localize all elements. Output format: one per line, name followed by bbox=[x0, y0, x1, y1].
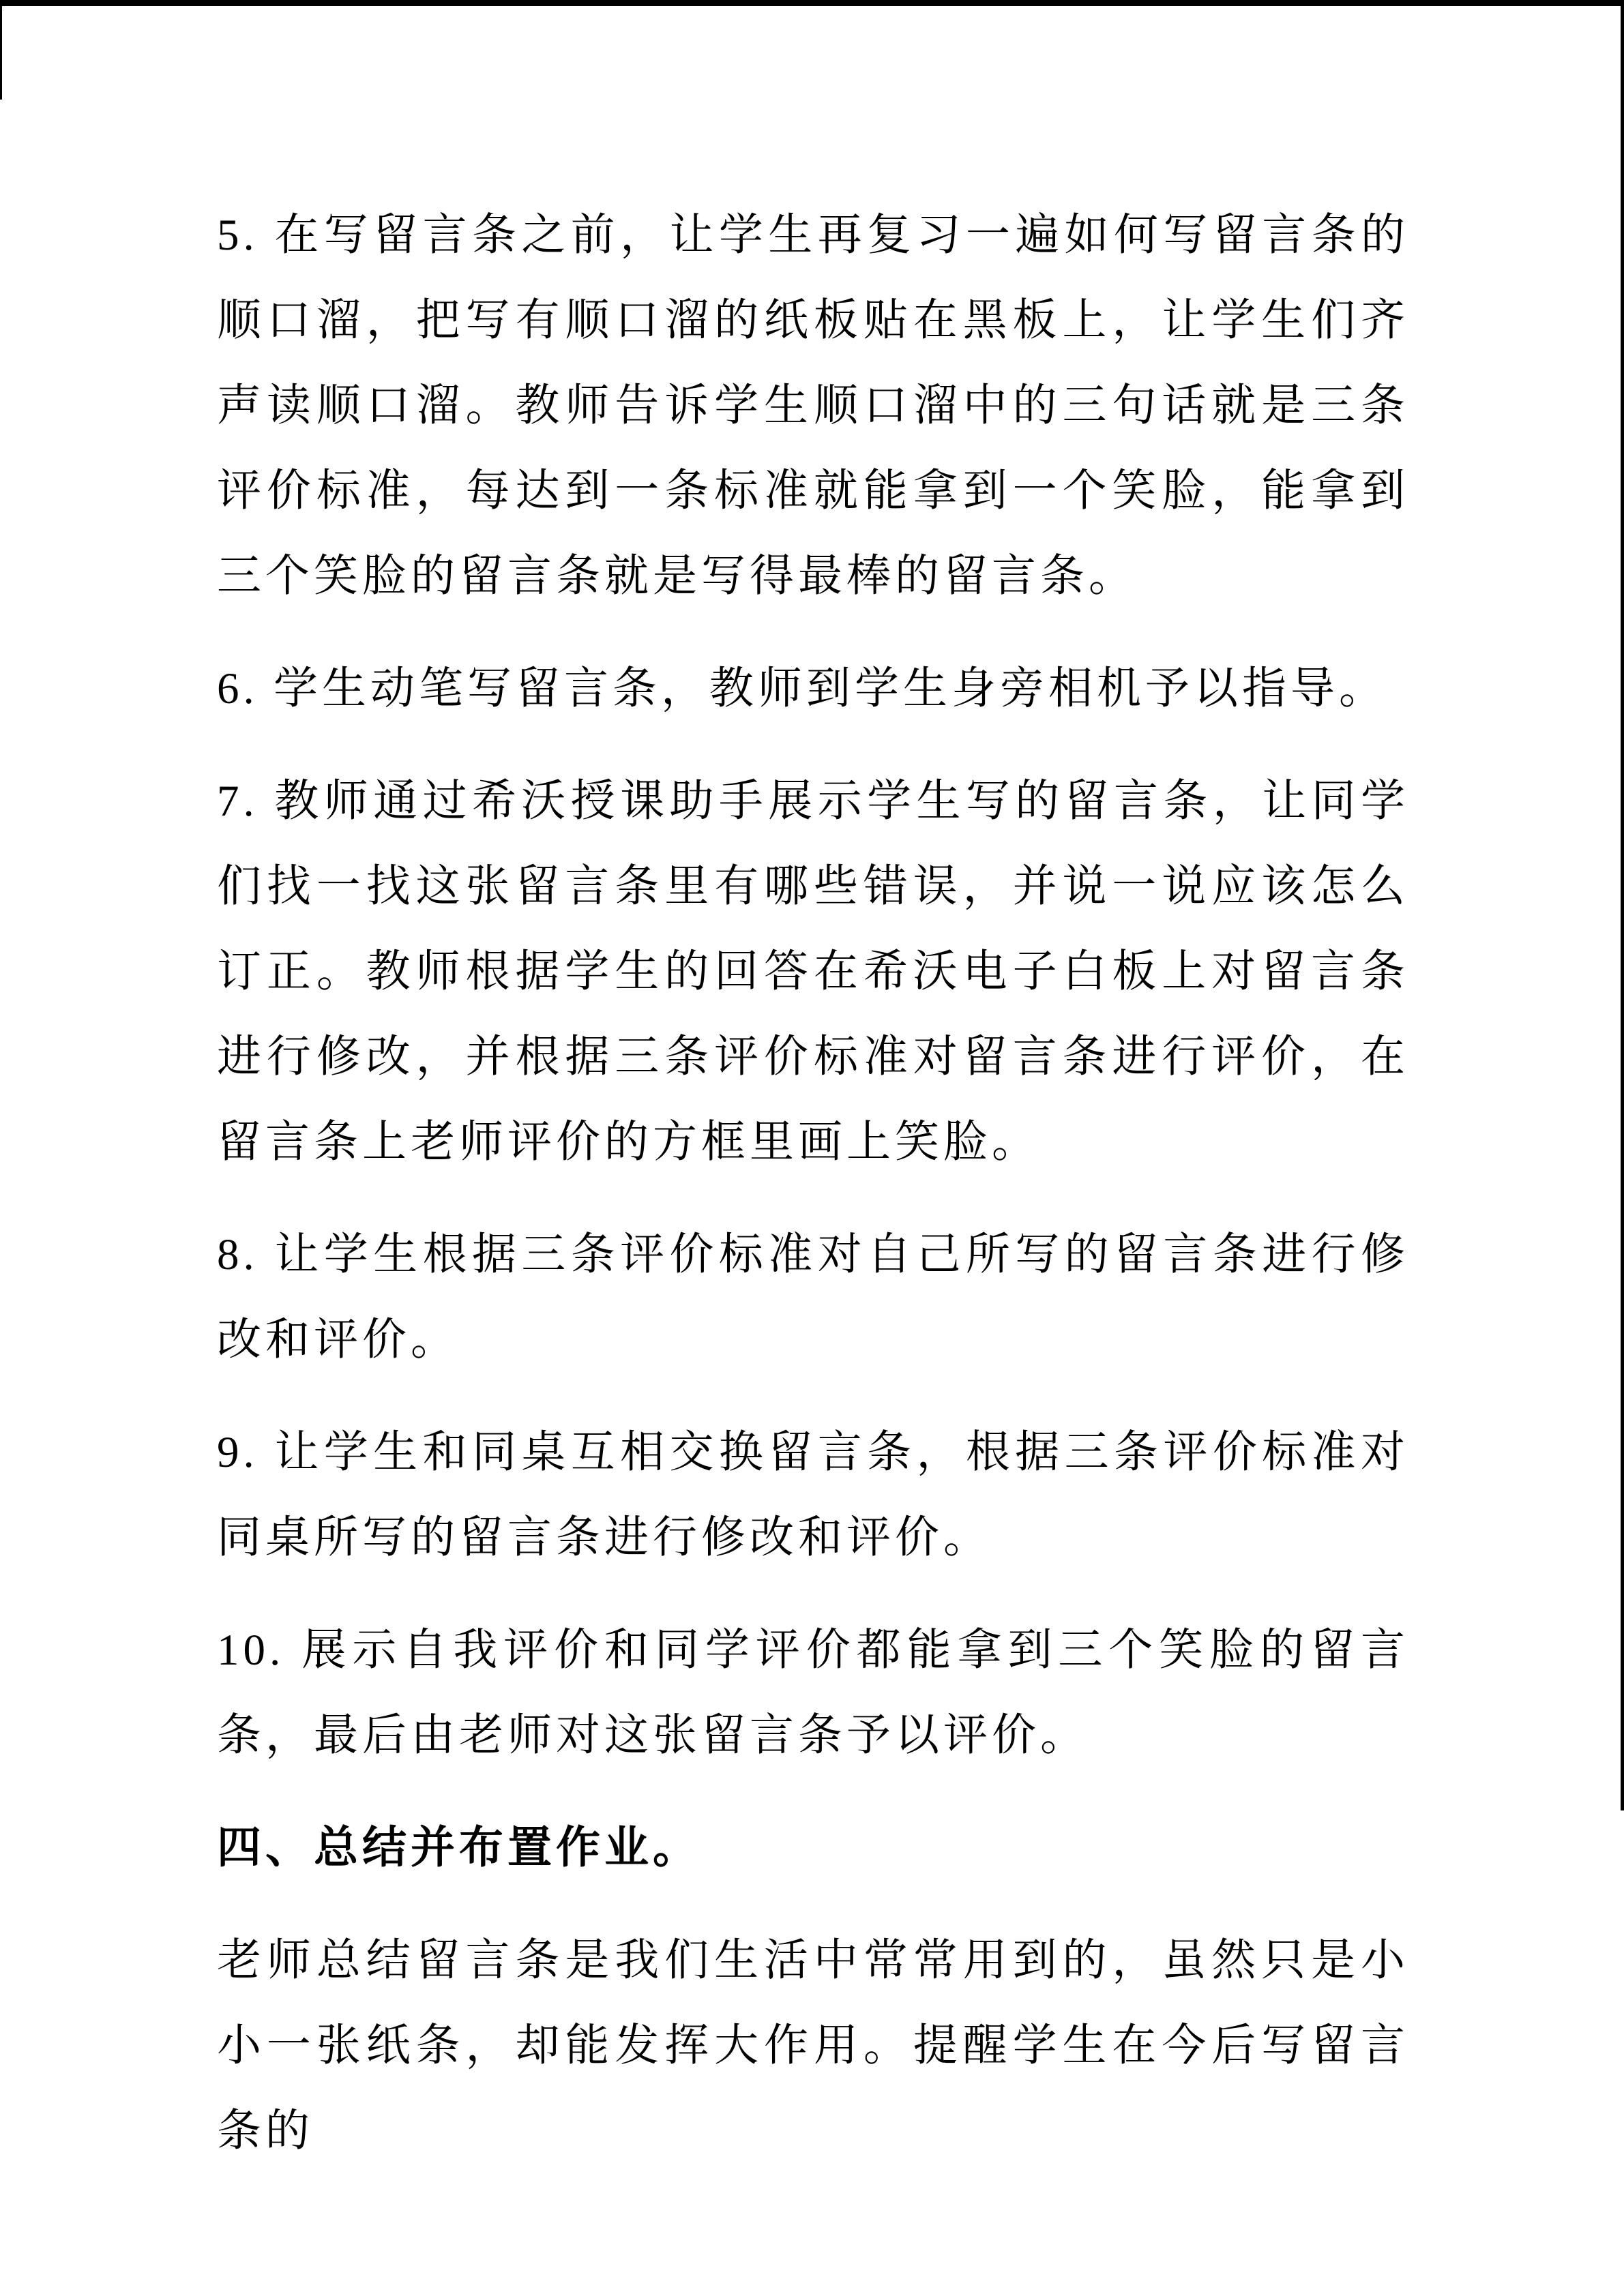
paragraph-step-9: 9. 让学生和同桌互相交换留言条，根据三条评价标准对同桌所写的留言条进行修改和评价。 bbox=[217, 1428, 1409, 1562]
paragraph-step-8: 8. 让学生根据三条评价标准对自己所写的留言条进行修改和评价。 bbox=[217, 1230, 1409, 1365]
section-heading-assignment: 四、总结并布置作业。 bbox=[217, 1823, 702, 1873]
document-body bbox=[217, 193, 1409, 2201]
paragraph-step-6: 6. 学生动笔写留言条，教师到学生身旁相机予以指导。 bbox=[217, 664, 1388, 713]
scan-artifact-right-edge bbox=[1621, 0, 1624, 1810]
paragraph-step-7: 7. 教师通过希沃授课助手展示学生写的留言条，让同学们找一找这张留言条里有哪些错误，并说一说应该怎么订正。教师根据学生的回答在希沃电子白板上对留言条进行修改，并根据三条评价标准对留言条进行评价，在留言条上老师评价的方框里画上笑脸。 bbox=[217, 777, 1409, 1167]
scan-artifact-top-edge bbox=[0, 0, 1624, 6]
paragraph-closing-summary: 老师总结留言条是我们生活中常常用到的，虽然只是小小一张纸条，却能发挥大作用。提醒学生在今后写留言条的 bbox=[217, 1936, 1409, 2156]
scan-artifact-left-edge bbox=[0, 0, 2, 100]
paragraph-step-5: 5. 在写留言条之前，让学生再复习一遍如何写留言条的顺口溜，把写有顺口溜的纸板贴在黑板上，让学生们齐声读顺口溜。教师告诉学生顺口溜中的三句话就是三条评价标准，每达到一条标准就能拿到一个笑脸，能拿到三个笑脸的留言条就是写得最棒的留言条。 bbox=[217, 211, 1409, 601]
paragraph-step-10: 10. 展示自我评价和同学评价都能拿到三个笑脸的留言条，最后由老师对这张留言条予以评价。 bbox=[217, 1626, 1409, 1760]
